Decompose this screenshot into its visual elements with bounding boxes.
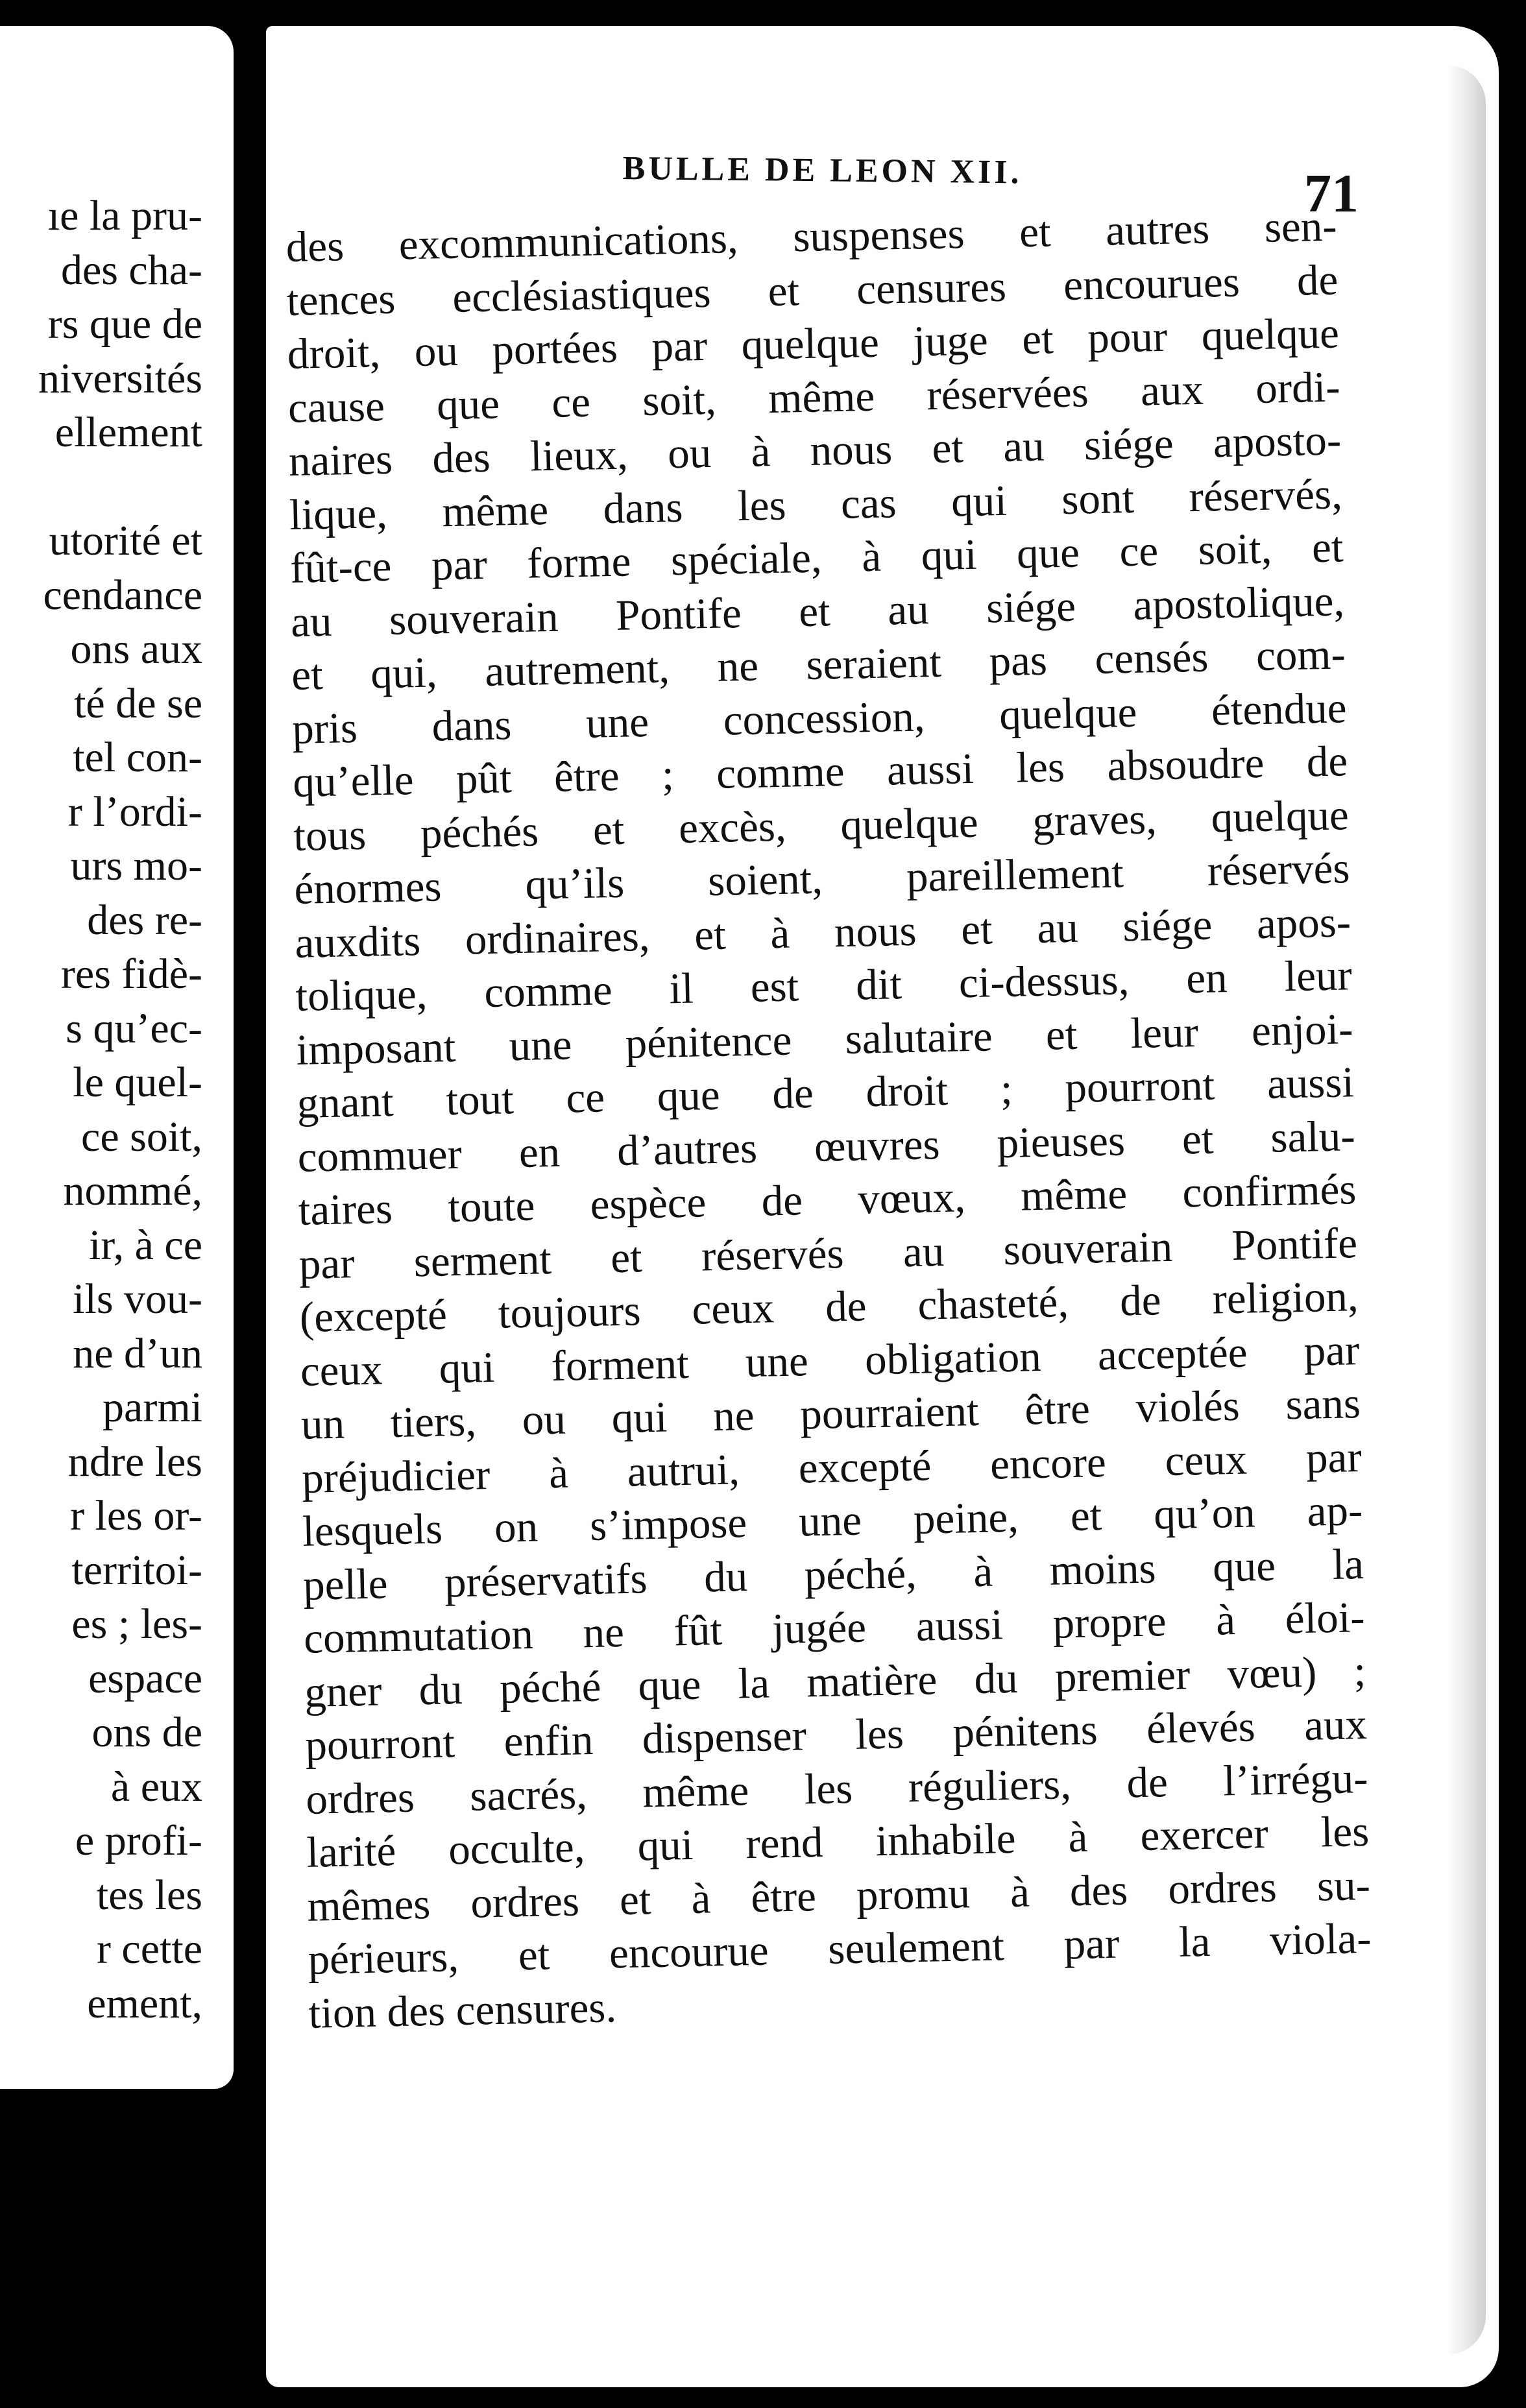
body-line: gner du péché que la matière du premier vœu) ; bbox=[304, 1646, 1366, 1716]
body-line: auxdits ordinaires, et à nous et au siége apos- bbox=[294, 897, 1351, 967]
body-line: (excepté toujours ceux de chasteté, de religion, bbox=[299, 1272, 1359, 1342]
body-line: tolique, comme il est dit ci-dessus, en leur bbox=[295, 951, 1353, 1020]
body-line: fût-ce par forme spéciale, à qui que ce soit, et bbox=[289, 523, 1344, 592]
left-page-line: nommé, bbox=[63, 1167, 202, 1214]
page-number: 71 bbox=[1304, 163, 1359, 224]
body-line: droit, ou portées par quelque juge et pour quelque bbox=[287, 309, 1340, 378]
left-page-line: parmi bbox=[103, 1384, 202, 1431]
left-page-line: ellement bbox=[54, 409, 202, 456]
left-page-line: urs mo- bbox=[70, 842, 202, 889]
left-page-line: ir, à ce bbox=[88, 1221, 202, 1269]
body-line: taires toute espèce de vœux, même confirmés bbox=[298, 1165, 1357, 1234]
body-line: des excommunications, suspenses et autres sen- bbox=[285, 202, 1338, 271]
left-page-line: ons de bbox=[91, 1709, 202, 1756]
body-line: un tiers, ou qui ne pourraient être violés sans bbox=[300, 1379, 1361, 1449]
body-line: tous péchés et excès, quelque graves, quelque bbox=[293, 790, 1350, 860]
left-page-line: le quel- bbox=[73, 1059, 202, 1106]
body-line: lique, même dans les cas qui sont réservés, bbox=[289, 469, 1343, 539]
body-line: tences ecclésiastiques et censures encourues de bbox=[286, 255, 1338, 325]
body-line: préjudicier à autrui, excepté encore ceux par bbox=[301, 1432, 1362, 1502]
left-page-line: ndre les bbox=[67, 1438, 202, 1486]
left-page-line: à eux bbox=[110, 1763, 202, 1811]
left-page-line: s qu’ec- bbox=[66, 1004, 202, 1052]
body-line: commutation ne fût jugée aussi propre à éloi- bbox=[303, 1593, 1366, 1663]
running-title: BULLE DE LEON XII. bbox=[622, 149, 1023, 191]
body-line: et qui, autrement, ne seraient pas censés com- bbox=[291, 630, 1346, 699]
body-line: gnant tout ce que de droit ; pourront aussi bbox=[296, 1058, 1355, 1127]
left-page-line: ıe la pru- bbox=[47, 192, 202, 239]
left-page-line: r cette bbox=[96, 1925, 202, 1973]
left-page-line: niversités bbox=[38, 354, 202, 402]
left-page-line: r l’ordi- bbox=[67, 788, 202, 836]
body-line: périeurs, et encourue seulement par la viola- bbox=[307, 1914, 1372, 1984]
body-line: énormes qu’ils soient, pareillement réservés bbox=[293, 844, 1351, 913]
body-line: cause que ce soit, même réservées aux ordi- bbox=[287, 362, 1341, 432]
left-page-line: té de se bbox=[74, 679, 202, 727]
body-line: pourront enfin dispenser les pénitens élevés aux bbox=[304, 1700, 1368, 1770]
left-page-line: res fidè- bbox=[60, 950, 202, 998]
body-line: ordres sacrés, même les réguliers, de l’irrégu- bbox=[305, 1753, 1369, 1824]
body-line: imposant une pénitence salutaire et leur enjoi- bbox=[295, 1004, 1354, 1074]
previous-page-strip bbox=[0, 26, 234, 2089]
left-page-line: r les or- bbox=[70, 1492, 202, 1539]
body-line: qu’elle pût être ; comme aussi les absoudre de bbox=[292, 737, 1348, 806]
left-page-line: es ; les- bbox=[71, 1600, 202, 1648]
body-line: naires des lieux, ou à nous et au siége aposto- bbox=[288, 416, 1342, 485]
left-page-line: espace bbox=[88, 1654, 202, 1702]
body-line: lesquels on s’impose une peine, et qu’on ap- bbox=[302, 1486, 1363, 1556]
body-line: ceux qui forment une obligation acceptée par bbox=[300, 1325, 1361, 1395]
body-text bbox=[285, 199, 1373, 2040]
left-page-line: ils vou- bbox=[73, 1275, 202, 1323]
body-line: larité occulte, qui rend inhabile à exercer les bbox=[306, 1807, 1370, 1877]
left-page-line: des re- bbox=[87, 896, 202, 944]
left-page-line: ce soit, bbox=[81, 1113, 202, 1161]
book-page bbox=[266, 26, 1499, 2387]
left-page-line: ne d’un bbox=[73, 1329, 202, 1377]
left-page-line: tel con- bbox=[73, 734, 202, 781]
left-page-line: cendance bbox=[43, 571, 202, 619]
body-line: tion des censures. bbox=[308, 1982, 617, 2038]
left-page-line: des cha- bbox=[60, 246, 202, 294]
body-line: pris dans une concession, quelque étendue bbox=[291, 683, 1348, 753]
body-line: pelle préservatifs du péché, à moins que la bbox=[302, 1539, 1364, 1609]
left-page-line: rs que de bbox=[47, 300, 202, 348]
body-line: au souverain Pontife et au siége apostolique, bbox=[290, 576, 1345, 646]
left-page-line: territoi- bbox=[71, 1546, 202, 1594]
left-page-line: ement, bbox=[87, 1979, 202, 2027]
page-edge-shadow bbox=[1447, 65, 1486, 2355]
left-page-line: utorité et bbox=[49, 517, 202, 564]
body-line: commuer en d’autres œuvres pieuses et salu- bbox=[297, 1111, 1356, 1181]
body-line: par serment et réservés au souverain Pontife bbox=[298, 1218, 1358, 1288]
body-line: mêmes ordres et à être promu à des ordres su- bbox=[306, 1860, 1371, 1931]
left-page-line: tes les bbox=[96, 1871, 202, 1919]
left-page-line: e profi- bbox=[75, 1817, 202, 1864]
left-page-line: ons aux bbox=[70, 625, 202, 673]
